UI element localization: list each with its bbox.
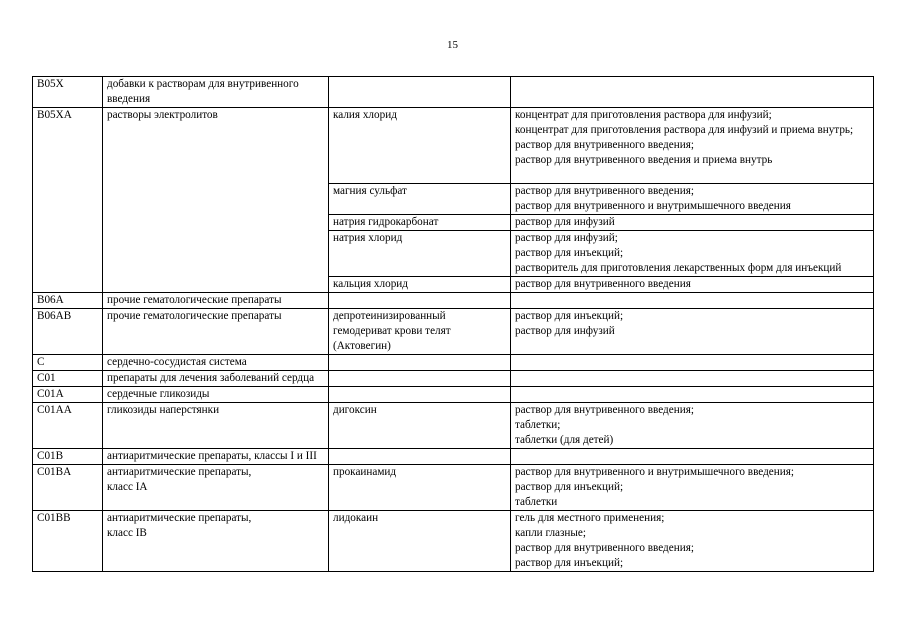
anatomical-therapeutic-group-cell: антиаритмические препараты, класс IB [103, 511, 329, 572]
drug-name-cell [329, 387, 511, 403]
dosage-form-cell: раствор для инфузий; раствор для инъекций; растворитель для приготовления лекарственных форм для инъекций [511, 231, 874, 277]
drug-name-cell [329, 371, 511, 387]
atc-code-cell: B05XA [33, 108, 103, 293]
table-row [33, 355, 874, 371]
atc-code-cell: B06AB [33, 309, 103, 355]
dosage-form-cell: гель для местного применения; капли глазные; раствор для внутривенного введения; раствор для инъекций; [511, 511, 874, 572]
atc-code-cell: C01 [33, 371, 103, 387]
dosage-form-cell [511, 293, 874, 309]
dosage-form-cell [511, 355, 874, 371]
atc-code-cell: C01AA [33, 403, 103, 449]
dosage-form-cell [511, 77, 874, 108]
table-row [33, 403, 874, 449]
dosage-form-cell: раствор для внутривенного введения; таблетки; таблетки (для детей) [511, 403, 874, 449]
page-number: 15 [447, 39, 458, 51]
dosage-form-cell [511, 449, 874, 465]
drug-name-cell: прокаинамид [329, 465, 511, 511]
drug-name-cell: магния сульфат [329, 184, 511, 215]
atc-code-cell: C01BB [33, 511, 103, 572]
atc-code-cell: B06A [33, 293, 103, 309]
dosage-form-cell: раствор для внутривенного введения [511, 277, 874, 293]
dosage-form-cell [511, 387, 874, 403]
drug-name-cell: натрия хлорид [329, 231, 511, 277]
anatomical-therapeutic-group-cell: прочие гематологические препараты [103, 309, 329, 355]
table-row [33, 77, 874, 108]
anatomical-therapeutic-group-cell: антиаритмические препараты, класс IA [103, 465, 329, 511]
dosage-form-cell: раствор для инъекций; раствор для инфузий [511, 309, 874, 355]
atc-code-cell: C01B [33, 449, 103, 465]
dosage-form-cell: раствор для инфузий [511, 215, 874, 231]
table-row [33, 108, 874, 184]
anatomical-therapeutic-group-cell: растворы электролитов [103, 108, 329, 293]
table-row [33, 371, 874, 387]
drug-name-cell: калия хлорид [329, 108, 511, 184]
dosage-form-cell [511, 371, 874, 387]
atc-code-cell: C [33, 355, 103, 371]
table-row [33, 387, 874, 403]
drug-name-cell: депротеинизированный гемодериват крови телят (Актовегин) [329, 309, 511, 355]
dosage-form-cell: концентрат для приготовления раствора для инфузий; концентрат для приготовления раствора для инфузий и приема внутрь; раствор для внутривенного введения; раствор для внутривенного введения и приема внутрь [511, 108, 874, 184]
table-row [33, 309, 874, 355]
anatomical-therapeutic-group-cell: антиаритмические препараты, классы I и III [103, 449, 329, 465]
drug-name-cell: дигоксин [329, 403, 511, 449]
drug-name-cell: лидокаин [329, 511, 511, 572]
anatomical-therapeutic-group-cell: сердечные гликозиды [103, 387, 329, 403]
anatomical-therapeutic-group-cell: прочие гематологические препараты [103, 293, 329, 309]
drug-name-cell [329, 355, 511, 371]
anatomical-therapeutic-group-cell: препараты для лечения заболеваний сердца [103, 371, 329, 387]
anatomical-therapeutic-group-cell: гликозиды наперстянки [103, 403, 329, 449]
drug-name-cell: натрия гидрокарбонат [329, 215, 511, 231]
dosage-form-cell: раствор для внутривенного и внутримышечного введения; раствор для инъекций; таблетки [511, 465, 874, 511]
anatomical-therapeutic-group-cell: сердечно-сосудистая система [103, 355, 329, 371]
drug-name-cell [329, 449, 511, 465]
table-row [33, 511, 874, 572]
atc-code-cell: B05X [33, 77, 103, 108]
table-row [33, 465, 874, 511]
atc-code-cell: C01A [33, 387, 103, 403]
drug-name-cell [329, 77, 511, 108]
table-row [33, 449, 874, 465]
atc-code-cell: C01BA [33, 465, 103, 511]
table-row [33, 293, 874, 309]
drug-name-cell [329, 293, 511, 309]
drug-name-cell: кальция хлорид [329, 277, 511, 293]
drug-classification-table [32, 76, 874, 572]
anatomical-therapeutic-group-cell: добавки к растворам для внутривенного введения [103, 77, 329, 108]
dosage-form-cell: раствор для внутривенного введения; раствор для внутривенного и внутримышечного введения [511, 184, 874, 215]
